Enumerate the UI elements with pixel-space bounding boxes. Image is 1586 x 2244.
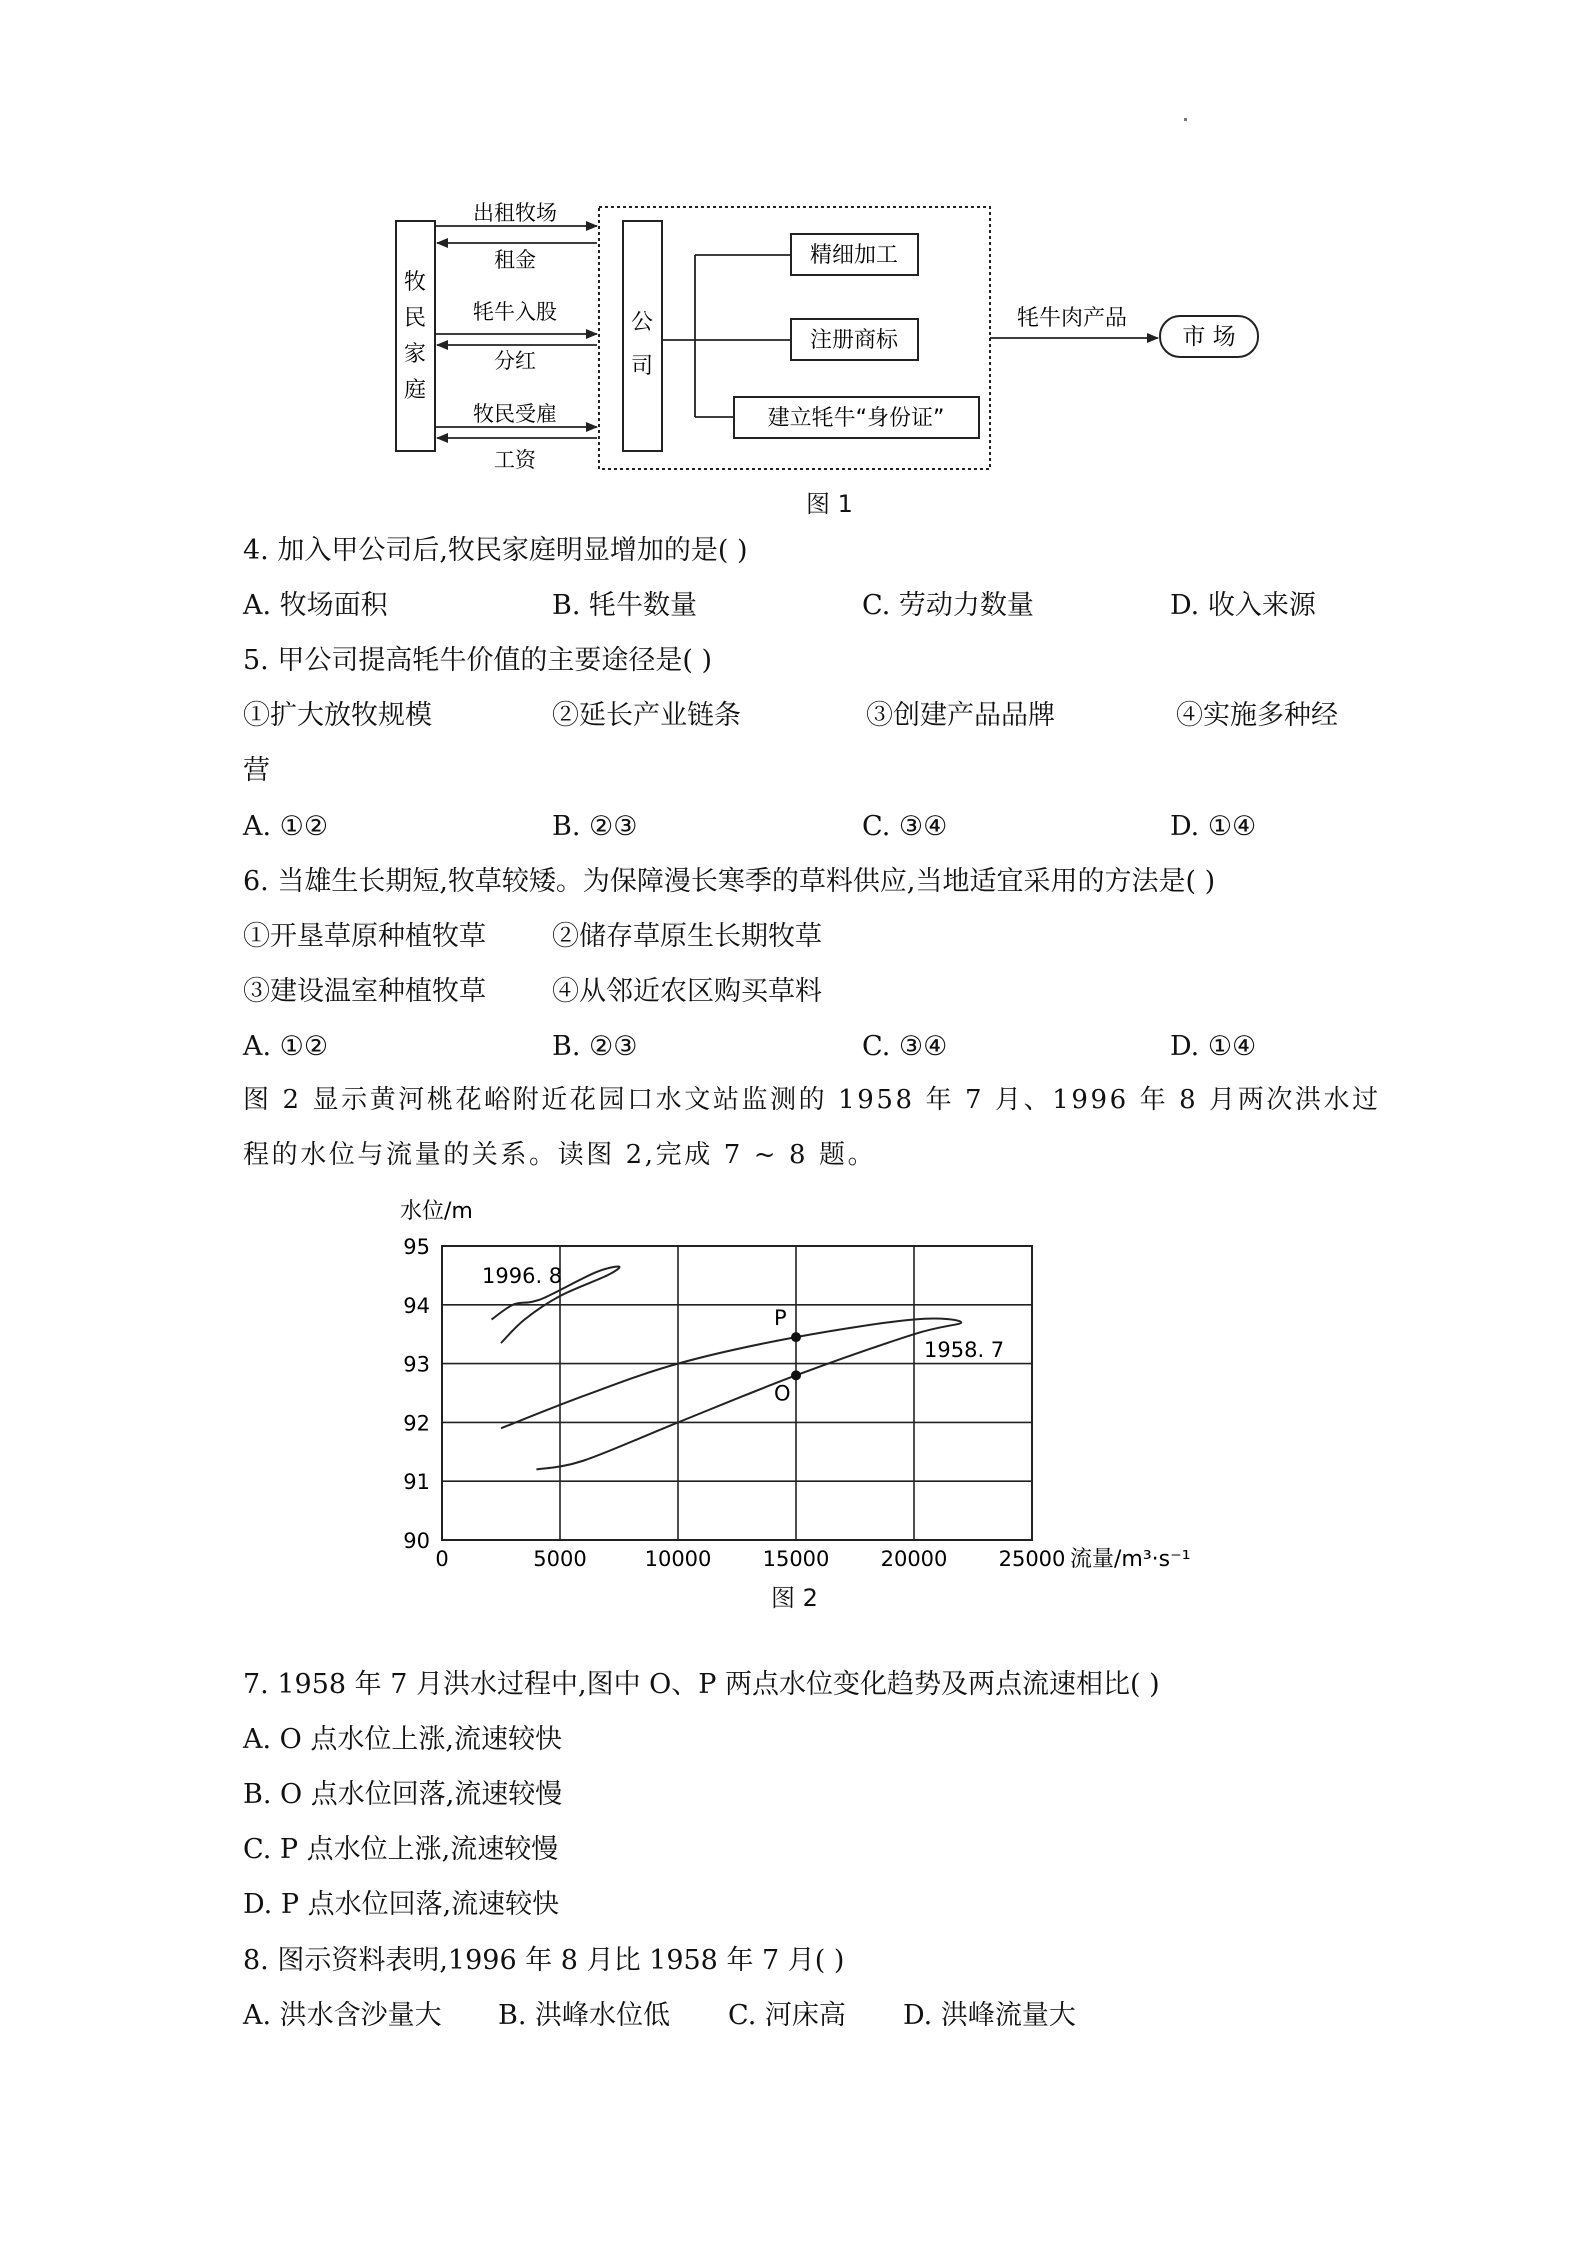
x-tick-label: 15000	[762, 1547, 830, 1571]
q6-option-d[interactable]: D. ①④	[1170, 1031, 1257, 1062]
arrow-label-rent-pasture: 出租牧场	[473, 201, 557, 225]
q6-option-b[interactable]: B. ②③	[552, 1031, 638, 1062]
point-marker-p	[791, 1332, 801, 1342]
x-tick-label: 0	[435, 1547, 449, 1571]
figure-1-flow-diagram	[0, 0, 1586, 520]
q5-option-c[interactable]: C. ③④	[862, 811, 948, 842]
q7-option-d[interactable]: D. P 点水位回落,流速较快	[243, 1889, 560, 1920]
household-char: 家	[403, 342, 427, 367]
plot-frame	[442, 1246, 1032, 1540]
figure-2-chart	[0, 1180, 1586, 1610]
q8-option-c[interactable]: C. 河床高	[728, 2000, 846, 2031]
q6-option-c[interactable]: C. ③④	[862, 1031, 948, 1062]
y-tick-label: 92	[403, 1411, 430, 1436]
arrow-label-dividend: 分红	[494, 349, 536, 373]
q6-item-1: ①开垦草原种植牧草	[243, 921, 486, 952]
q4-option-b[interactable]: B. 牦牛数量	[552, 590, 698, 621]
x-axis-label: 流量/m³·s⁻¹	[1070, 1547, 1191, 1572]
q5-option-d[interactable]: D. ①④	[1170, 811, 1257, 842]
section-intro-line-1: 图 2 显示黄河桃花峪附近花园口水文站监测的 1958 年 7 月、1996 年 8 月两次洪水过	[243, 1085, 1381, 1115]
point-label-p: P	[774, 1306, 787, 1331]
q8-stem: 8. 图示资料表明,1996 年 8 月比 1958 年 7 月( )	[243, 1945, 845, 1976]
q4-option-d[interactable]: D. 收入来源	[1170, 590, 1316, 621]
company-char: 司	[630, 354, 654, 379]
q7-option-a[interactable]: A. O 点水位上涨,流速较快	[243, 1724, 562, 1755]
household-box	[396, 221, 435, 451]
q8-option-b[interactable]: B. 洪峰水位低	[498, 2000, 671, 2031]
x-tick-label: 10000	[644, 1547, 712, 1571]
q4-option-a[interactable]: A. 牧场面积	[243, 590, 388, 621]
branch-label-processing: 精细加工	[809, 243, 899, 268]
series-label: 1996. 8	[482, 1264, 563, 1288]
arrow-label-yak-shares: 牦牛入股	[473, 300, 557, 324]
product-label: 牦牛肉产品	[1016, 306, 1128, 331]
figure-2-caption: 图 2	[771, 1584, 818, 1612]
y-tick-label: 90	[403, 1529, 430, 1553]
y-tick-label: 93	[403, 1352, 430, 1377]
q5-item-2: ②延长产业链条	[552, 700, 741, 731]
x-tick-label: 20000	[880, 1547, 948, 1571]
q5-item-3: ③创建产品品牌	[866, 700, 1055, 731]
y-axis-label: 水位/m	[400, 1199, 473, 1224]
y-tick-label: 91	[403, 1470, 430, 1495]
q5-item-4-cont: 营	[243, 755, 270, 786]
series-curve-19587	[501, 1319, 961, 1470]
q5-option-a[interactable]: A. ①②	[243, 811, 329, 842]
q6-item-2: ②储存草原生长期牧草	[552, 921, 822, 952]
q8-option-d[interactable]: D. 洪峰流量大	[903, 2000, 1076, 2031]
q6-item-4: ④从邻近农区购买草料	[552, 976, 822, 1007]
point-label-o: O	[774, 1381, 791, 1406]
q6-option-a[interactable]: A. ①②	[243, 1031, 329, 1062]
household-char: 庭	[403, 378, 427, 403]
q4-stem: 4. 加入甲公司后,牧民家庭明显增加的是( )	[243, 535, 748, 566]
q6-stem: 6. 当雄生长期短,牧草较矮。为保障漫长寒季的草料供应,当地适宜采用的方法是( )	[243, 866, 1216, 897]
section-intro-line-2: 程的水位与流量的关系。读图 2,完成 7 ~ 8 题。	[243, 1140, 877, 1170]
x-tick-label: 5000	[533, 1547, 587, 1571]
arrow-label-wages: 工资	[494, 448, 536, 472]
q5-stem: 5. 甲公司提高牦牛价值的主要途径是( )	[243, 645, 712, 676]
y-tick-label: 95	[403, 1235, 430, 1259]
q7-option-c[interactable]: C. P 点水位上涨,流速较慢	[243, 1834, 559, 1865]
figure-1-caption: 图 1	[806, 490, 853, 518]
arrow-label-herders-hired: 牧民受雇	[473, 402, 557, 426]
q8-option-a[interactable]: A. 洪水含沙量大	[243, 2000, 442, 2031]
household-char: 民	[403, 306, 427, 331]
q5-item-4: ④实施多种经	[1176, 700, 1338, 731]
arrow-label-rent-money: 租金	[494, 248, 536, 272]
x-tick-label: 25000	[998, 1547, 1066, 1571]
q7-option-b[interactable]: B. O 点水位回落,流速较慢	[243, 1779, 563, 1810]
y-tick-label: 94	[403, 1293, 430, 1318]
branch-label-trademark: 注册商标	[809, 328, 899, 353]
q6-item-3: ③建设温室种植牧草	[243, 976, 486, 1007]
household-char: 牧	[403, 270, 427, 295]
q5-option-b[interactable]: B. ②③	[552, 811, 638, 842]
q7-stem: 7. 1958 年 7 月洪水过程中,图中 O、P 两点水位变化趋势及两点流速相比( )	[243, 1669, 1160, 1700]
market-label: 市 场	[1182, 324, 1236, 350]
point-marker-o	[791, 1370, 801, 1380]
q4-option-c[interactable]: C. 劳动力数量	[862, 590, 1034, 621]
branch-label-yak-id: 建立牦牛“身份证”	[767, 406, 945, 431]
company-char: 公	[630, 310, 654, 335]
company-box	[623, 221, 662, 451]
q5-item-1: ①扩大放牧规模	[243, 700, 432, 731]
series-label: 1958. 7	[924, 1338, 1005, 1362]
